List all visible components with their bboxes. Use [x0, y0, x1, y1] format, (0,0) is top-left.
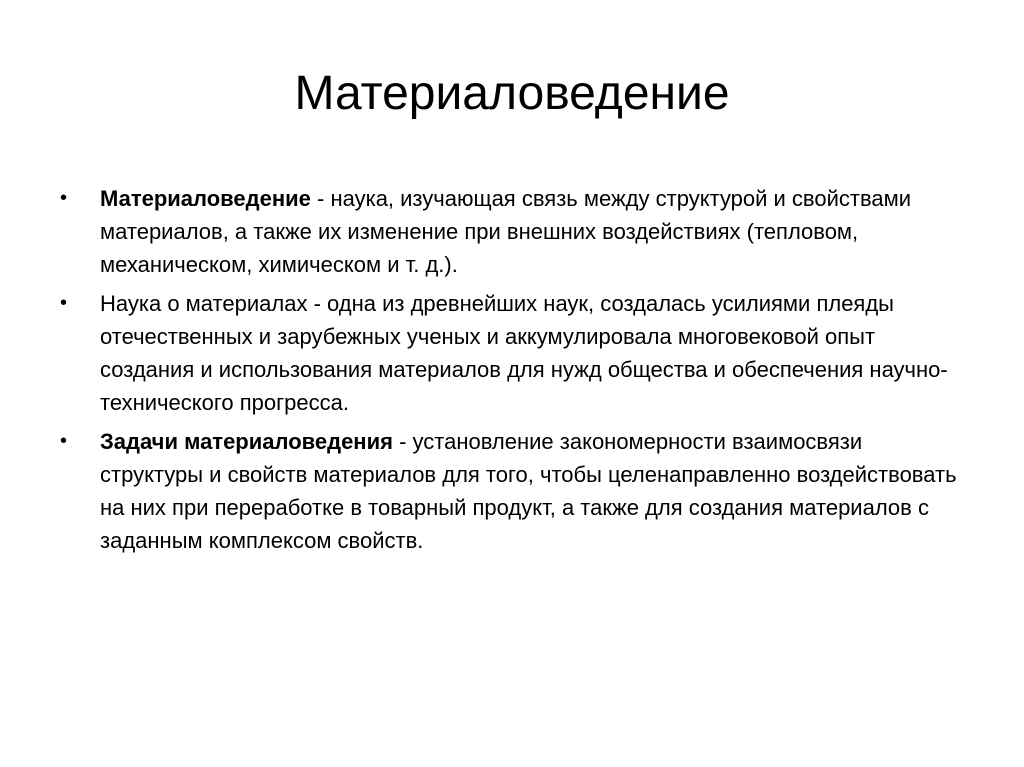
bullet-list	[60, 182, 960, 563]
bullet-item	[60, 287, 960, 419]
bullet-marker: •	[60, 187, 68, 209]
bullet-definition: - установление закономерности взаимосвязи структуры и свойств материалов для того, чтобы целенаправленно воздействовать на них при переработке в товарный продукт, а также для создания материалов с заданным комплексом свойств.	[100, 429, 957, 553]
bullet-item	[60, 425, 960, 557]
bullet-term: Материаловедение	[100, 186, 311, 211]
bullet-text	[100, 429, 957, 553]
bullet-text	[100, 291, 948, 415]
slide-title: Материаловедение	[294, 67, 730, 120]
bullet-term: Задачи материаловедения	[100, 429, 393, 454]
bullet-marker: •	[60, 292, 68, 314]
bullet-definition: - наука, изучающая связь между структурой и свойствами материалов, а также их изменение при внешних воздействиях (тепловом, механическом, химическом и т. д.).	[100, 186, 912, 277]
bullet-marker: •	[60, 430, 68, 452]
bullet-definition: Наука о материалах - одна из древнейших наук, создалась усилиями плеяды отечественных и зарубежных ученых и аккумулировала многовековой опыт создания и использования материалов для нужд общества и обеспечения научно-технического прогресса.	[100, 291, 948, 415]
bullet-item	[60, 182, 960, 281]
bullet-text	[100, 186, 911, 277]
